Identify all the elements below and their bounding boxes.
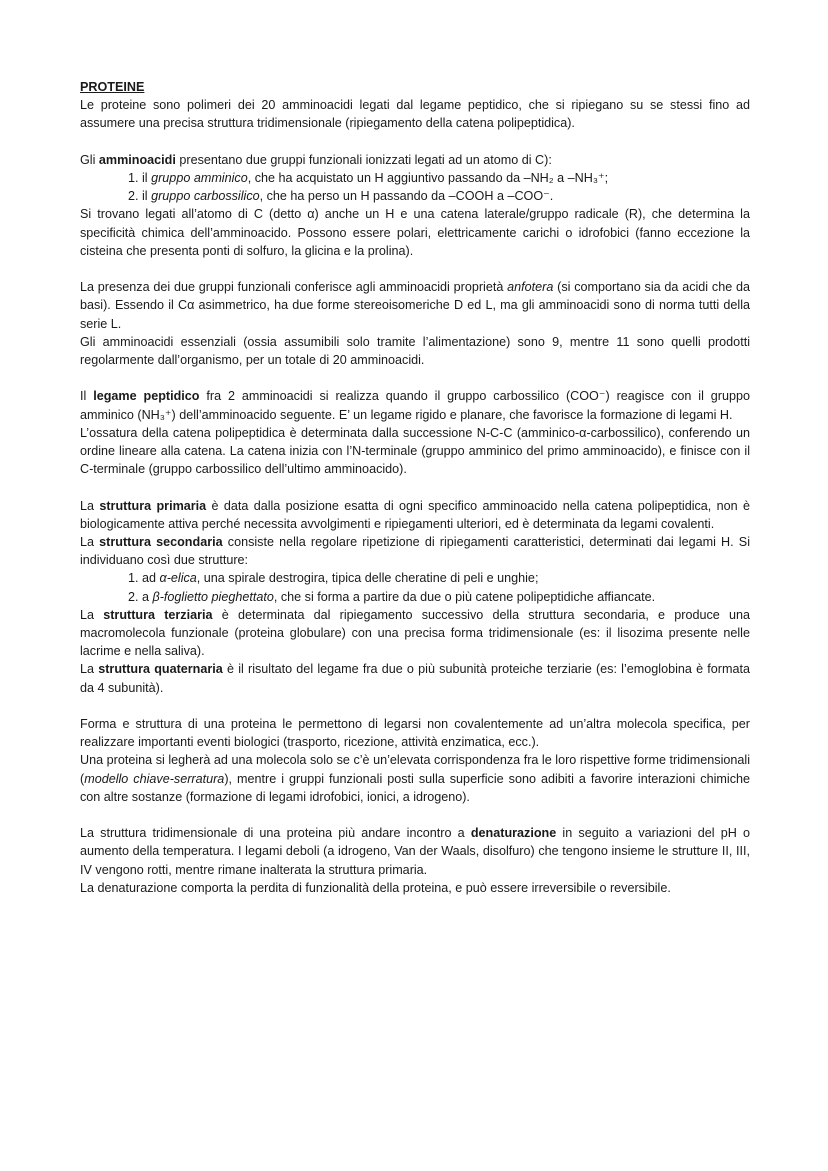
list-item-alfa-elica: 1. ad α-elica, una spirale destrogira, tipica delle cheratine di peli e unghie; — [128, 571, 539, 586]
peptide-bond-paragraph: Il legame peptidico fra 2 amminoacidi si realizza quando il gruppo carbossilico (COO⁻) reagisce con il gruppo amminico (NH₃⁺) dell’amminoacido seguente. E’ un legame rigido e planare, che favorisce la formazione di legami H. — [80, 389, 751, 422]
amphoteric-paragraph: La presenza dei due gruppi funzionali conferisce agli amminoacidi proprietà anfotera (si comportano sia da acidi che da basi). Essendo il Cα asimmetrico, ha due forme stereoisomeriche D ed L, ma gli amminoacidi sono di norma tutti della serie L. — [80, 280, 750, 331]
term-denaturazione: denaturazione — [470, 826, 557, 841]
list-item-beta-foglietto: 2. a β-foglietto pieghettato, che si forma a partire da due o più catene polipeptidiche affiancate. — [128, 589, 656, 604]
paragraph-gap — [80, 697, 750, 715]
quaternary-structure-paragraph: La struttura quaternaria è il risultato del legame fra due o più subunità proteiche terziarie (es: l’emoglobina è formata da 4 subunità). — [80, 662, 750, 695]
paragraph-gap — [80, 806, 750, 824]
paragraph-gap — [80, 133, 750, 151]
document-page — [80, 78, 750, 897]
list-item-gruppo-carbossilico: 2. il gruppo carbossilico, che ha perso un H passando da –COOH a –COO⁻. — [128, 189, 554, 204]
term-legame-peptidico: legame peptidico — [93, 389, 200, 404]
primary-structure-paragraph: La struttura primaria è data dalla posizione esatta di ogni specifico amminoacido nella catena polipeptidica, non è biologicamente attiva perché necessita avvolgimenti e ripiegamenti ulteriori, ed è determinata da legami covalenti. — [80, 498, 750, 531]
term-amminoacidi: amminoacidi — [98, 152, 176, 167]
term-anfotera: anfotera — [507, 280, 554, 295]
denaturation-paragraph: La struttura tridimensionale di una proteina più andare incontro a denaturazione in seguito a variazioni del pH o aumento della temperatura. I legami deboli (a idrogeno, Van der Waals, disolfuro) che tengono insieme le strutture II, III, IV vengono rotti, mentre rimane inalterata la struttura primaria. — [80, 826, 751, 877]
denaturation-conclusion: La denaturazione comporta la perdita di funzionalità della proteina, e può essere irreversibile o reversibile. — [80, 880, 671, 895]
intro-paragraph: Le proteine sono polimeri dei 20 amminoacidi legati dal legame peptidico, che si ripiegano su se stessi fino ad assumere una precisa struttura tridimensionale (ripiegamento della catena polipeptidica). — [80, 98, 750, 131]
function-paragraph: Forma e struttura di una proteina le permettono di legarsi non covalentemente ad un’altra molecola specifica, per realizzare importanti eventi biologici (trasporto, ricezione, attività enzimatica, ecc.). — [80, 717, 750, 750]
tertiary-structure-paragraph: La struttura terziaria è determinata dal ripiegamento successivo della struttura secondaria, e produce una macromolecola funzionale (proteina globulare) con una precisa forma tridimensionale (es: il lisozima presente nelle lacrime e nella saliva). — [80, 607, 750, 659]
paragraph-gap — [80, 478, 750, 496]
secondary-structure-paragraph: La struttura secondaria consiste nella regolare ripetizione di ripiegamenti caratteristici, determinati dai legami H. Si individuano così due strutture: — [80, 535, 750, 568]
page-title: PROTEINE — [80, 80, 145, 94]
paragraph-gap — [80, 260, 750, 278]
essential-aminoacids-paragraph: Gli amminoacidi essenziali (ossia assumibili solo tramite l’alimentazione) sono 9, mentre 11 sono quelli prodotti regolarmente dall’organismo, per un totale di 20 amminoacidi. — [80, 334, 750, 368]
list-item-gruppo-amminico: 1. il gruppo amminico, che ha acquistato un H aggiuntivo passando da –NH₂ a –NH₃⁺; — [128, 171, 609, 185]
lock-key-paragraph: Una proteina si legherà ad una molecola solo se c’è un’elevata corrispondenza fra le loro rispettive forme tridimensionali (modello chiave-serratura), mentre i gruppi funzionali posti sulla superficie sono adibiti a favorire interazioni chimiche con altre sostanze (formazione di legami idrofobici, ionici, a idrogeno). — [80, 753, 750, 804]
backbone-paragraph: L’ossatura della catena polipeptidica è determinata dalla successione N-C-C (amminico-α-carbossilico), conferendo un ordine lineare alla catena. La catena inizia con l’N-terminale (gruppo amminico del primo amminoacido), e finisce con il C-terminale (gruppo carbossilico dell’ultimo amminoacido). — [80, 425, 750, 477]
paragraph-gap — [80, 369, 750, 387]
aminoacids-paragraph: Gli amminoacidi presentano due gruppi funzionali ionizzati legati ad un atomo di C): — [80, 152, 552, 167]
aminoacids-detail-paragraph: Si trovano legati all’atomo di C (detto α) anche un H e una catena laterale/gruppo radicale (R), che determina la specificità chimica dell’amminoacido. Possono essere polari, elettricamente carichi o idrofobici (fanno eccezione la cisteina che presenta ponti di solfuro, la glicina e la prolina). — [80, 207, 750, 258]
